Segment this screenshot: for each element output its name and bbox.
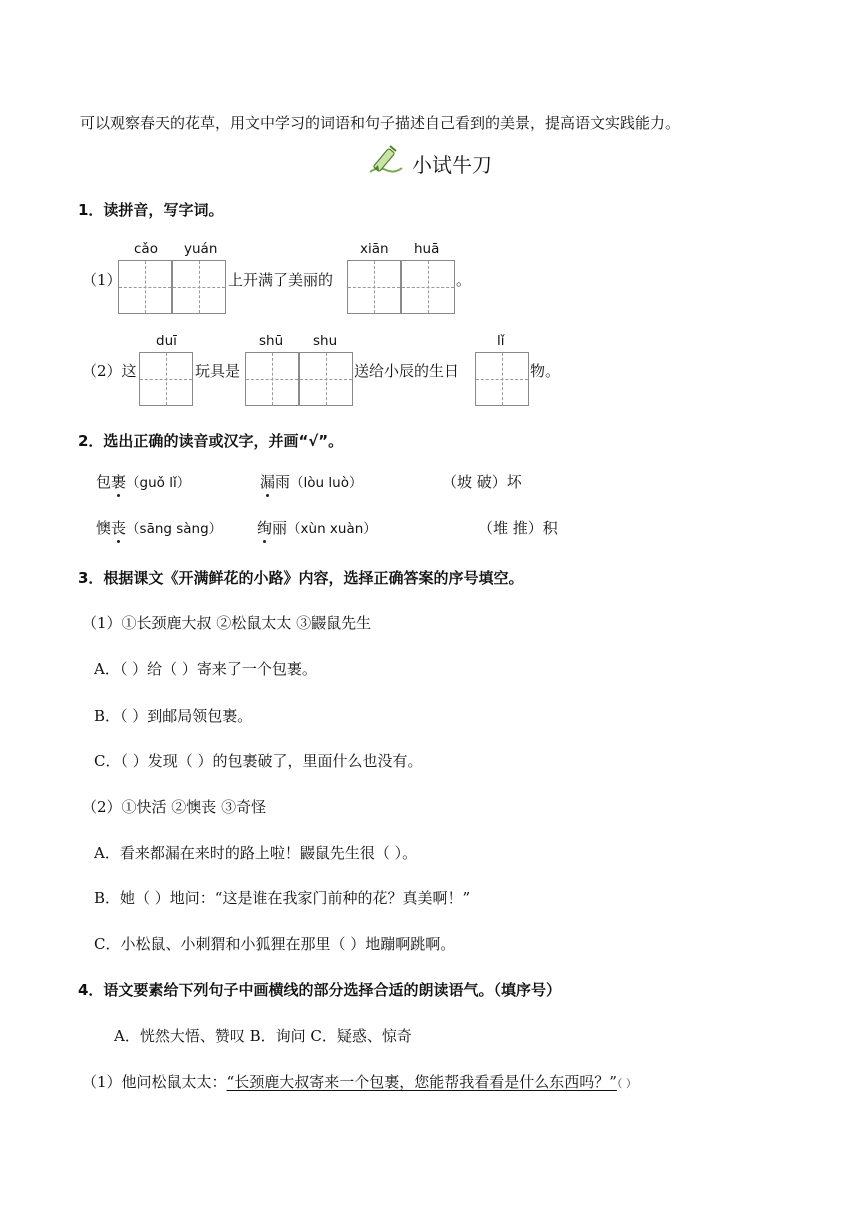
q1-line1-text1: 上开满了美丽的 [228,271,334,289]
intro-text: 可以观察春天的花草，用文中学习的词语和句子描述自己看到的美景，提高语文实践能力。 [80,114,681,132]
pinyin-cao: cǎo [134,241,158,257]
writing-grid-yuan[interactable] [172,260,226,314]
question-2-title: 2．选出正确的读音或汉字，并画“√”。 [78,432,344,450]
q1-line2-text3: 物。 [530,362,561,380]
q2-item-baoguo[interactable]: 包裹（guǒ lǐ） [96,473,191,491]
pinyin-shu2: shu [313,333,338,349]
q1-line2-text1: 玩具是 [195,362,241,380]
q2-item-pohuai[interactable]: （坡 破）坏 [442,473,522,491]
q3-part1-options: （1）①长颈鹿大叔 ②松鼠太太 ③鼹鼠先生 [82,614,372,632]
q4-options: A．恍然大悟、赞叹 B．询问 C．疑惑、惊奇 [114,1027,412,1045]
writing-grid-shu2[interactable] [299,352,353,406]
q2-item-louyu[interactable]: 漏雨（lòu luò） [260,473,363,491]
q2-item-duiji[interactable]: （堆 推）积 [478,519,558,537]
answer-blank[interactable]: （ ） [616,1077,637,1090]
q1-line2-text2: 送给小辰的生日 [354,362,460,380]
q3-part2-c[interactable]: C．小松鼠、小刺猬和小狐狸在那里（ ）地蹦啊跳啊。 [94,935,456,953]
pinyin-hua: huā [414,241,440,257]
q3-part1-b[interactable]: B．（ ）到邮局领包裹。 [94,707,253,725]
dotted-char: 漏 [260,473,276,491]
section-title: 小试牛刀 [412,153,492,177]
q4-sentence-1: （1）他问松鼠太太：“长颈鹿大叔寄来一个包裹，您能帮我看看是什么东西吗？”（ ） [82,1073,637,1091]
q2-item-xuanli[interactable]: 绚丽（xùn xuàn） [257,519,377,537]
pinyin-shu1: shū [259,333,284,349]
question-1-title: 1．读拼音，写字词。 [78,201,224,219]
dotted-char: 裹 [111,473,127,491]
pen-writing-icon [366,142,406,178]
underlined-quote: “长颈鹿大叔寄来一个包裹，您能帮我看看是什么东西吗？” [226,1073,617,1091]
writing-grid-xian[interactable] [347,260,401,314]
q3-part2-a[interactable]: A．看来都漏在来时的路上啦！鼹鼠先生很（ ）。 [94,844,418,862]
writing-grid-dui[interactable] [139,352,193,406]
dotted-char: 丧 [111,519,127,537]
pinyin-yuan: yuán [184,241,218,257]
q3-part1-a[interactable]: A．（ ）给（ ）寄来了一个包裹。 [94,660,317,678]
writing-grid-li[interactable] [475,352,529,406]
pinyin-xian: xiān [360,241,389,257]
question-3-title: 3．根据课文《开满鲜花的小路》内容，选择正确答案的序号填空。 [78,569,524,587]
q3-part2-b[interactable]: B．她（ ）地问：“这是谁在我家门前种的花？真美啊！” [94,889,471,907]
question-4-title: 4．语文要素给下列句子中画横线的部分选择合适的朗读语气。（填序号） [78,981,561,999]
pinyin-dui: duī [156,333,177,349]
q1-line1-num: （1） [82,271,122,289]
q1-line2-num: （2）这 [82,362,137,380]
q1-line1-text2: 。 [456,271,472,289]
writing-grid-hua[interactable] [401,260,455,314]
pinyin-li: lǐ [497,333,505,349]
q3-part1-c[interactable]: C．（ ）发现（ ）的包裹破了，里面什么也没有。 [94,752,423,770]
q2-item-aosang[interactable]: 懊丧（sāng sàng） [96,519,223,537]
writing-grid-cao[interactable] [118,260,172,314]
dotted-char: 绚 [257,519,273,537]
writing-grid-shu1[interactable] [245,352,299,406]
q3-part2-options: （2）①快活 ②懊丧 ③奇怪 [82,798,267,816]
